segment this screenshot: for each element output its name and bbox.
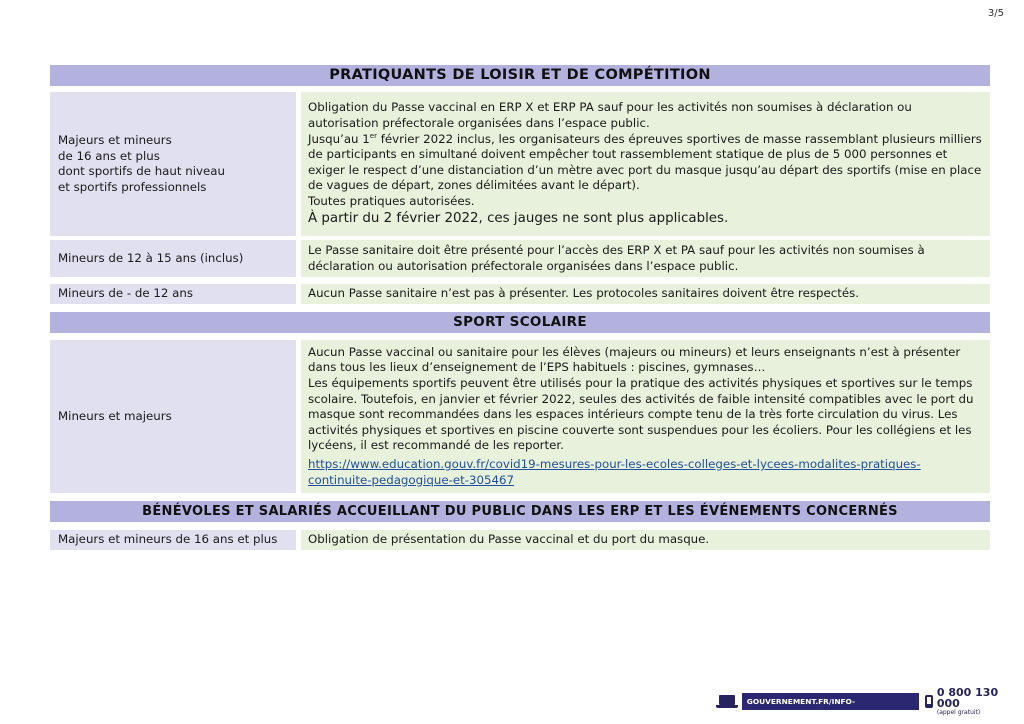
row-text-mineurs-majeurs: Aucun Passe vaccinal ou sanitaire pour les élèves (majeurs ou mineurs) et leurs enseignants n’est à présenter dans tous les lieux d’enseignement de l’EPS habituels : piscines, gymnases… Les équipements sportifs peuvent être utilisés pour la pratique des activités physiques et sportives sur le temps scolaire. Toutefois, en janvier et février 2022, seules des activités de faible intensité compatibles avec le port du masque sont recommandées dans les espaces intérieurs compte tenu de la très forte circulation du virus. Les activités physiques et sportives en piscine couverte sont suspendues pour les écoliers. Pour les collégiens et les lycéens, il est recommandé de les reporter. https://www.education.gouv.fr/covid19-mesures-pour-les-ecoles-colleges-et-lycees-modalites-pratiques- continuite-pedagogique-et-305467 xyxy=(301,340,990,493)
footer-contact xyxy=(716,687,1024,716)
row-text-majeurs-16 xyxy=(301,92,990,236)
section-header-loisir: PRATIQUANTS DE LOISIR ET DE COMPÉTITION xyxy=(50,65,990,86)
section-header-benevoles: BÉNÉVOLES ET SALARIÉS ACCUEILLANT DU PUBLIC DANS LES ERP ET LES ÉVÉNEMENTS CONCERNÉS xyxy=(50,501,990,522)
row-text-mineurs-moins-12: Aucun Passe sanitaire n’est pas à présenter. Les protocoles sanitaires doivent être respectés. xyxy=(301,284,990,304)
phone-number: 0 800 130 000 xyxy=(936,686,999,710)
hotline xyxy=(937,687,1024,716)
pratiques-autorisees: Toutes pratiques autorisées. xyxy=(308,193,475,208)
education-gouv-link[interactable]: https://www.education.gouv.fr/covid19-mesures-pour-les-ecoles-colleges-et-lycees-modalites-pratiques- xyxy=(308,456,921,471)
education-gouv-link-cont[interactable]: continuite-pedagogique-et-305467 xyxy=(308,472,515,487)
row-label-mineurs-majeurs: Mineurs et majeurs xyxy=(50,340,296,493)
passe-vaccinal-obligation: Obligation du Passe vaccinal en ERP X et ERP PA sauf pour les activités non soumises à déclaration ou autorisation préfectorale organisées dans l’espace public. xyxy=(308,100,912,131)
row-label-mineurs-moins-12: Mineurs de - de 12 ans xyxy=(50,284,296,304)
row-label-mineurs-12-15: Mineurs de 12 à 15 ans (inclus) xyxy=(50,240,296,277)
jauges-fin: À partir du 2 février 2022, ces jauges ne sont plus applicables. xyxy=(308,210,729,226)
laptop-icon xyxy=(716,695,738,708)
website-badge[interactable]: GOUVERNEMENT.FR/INFO-CORONAVIRUS xyxy=(742,693,919,710)
section-header-sport-scolaire: SPORT SCOLAIRE xyxy=(50,312,990,333)
phone-note: (appel gratuit) xyxy=(936,709,981,716)
page-number: 3/5 xyxy=(987,8,1004,19)
row-label-majeurs-16: Majeurs et mineurs de 16 ans et plus dont sportifs de haut niveau et sportifs professionnels xyxy=(50,92,296,236)
row-text-mineurs-12-15: Le Passe sanitaire doit être présenté pour l’accès des ERP X et PA sauf pour les activités non soumises à déclaration ou autorisation préfectorale organisées dans l’espace public. xyxy=(301,240,990,277)
jauges-paragraph: Jusqu’au 1er février 2022 inclus, les organisateurs des épreuves sportives de masse rassemblant plusieurs milliers de participants en simultané doivent empêcher tout rassemblement statique de plus de 5 000 personnes et exiger le respect d’une distanciation d’un mètre avec port du masque jusqu’au départ des sportifs (mise en place de vagues de départ, zones délimitées avant le départ). xyxy=(308,131,982,193)
phone-icon xyxy=(925,695,933,708)
row-text-benevoles: Obligation de présentation du Passe vaccinal et du port du masque. xyxy=(301,530,990,550)
row-label-benevoles: Majeurs et mineurs de 16 ans et plus xyxy=(50,530,296,550)
